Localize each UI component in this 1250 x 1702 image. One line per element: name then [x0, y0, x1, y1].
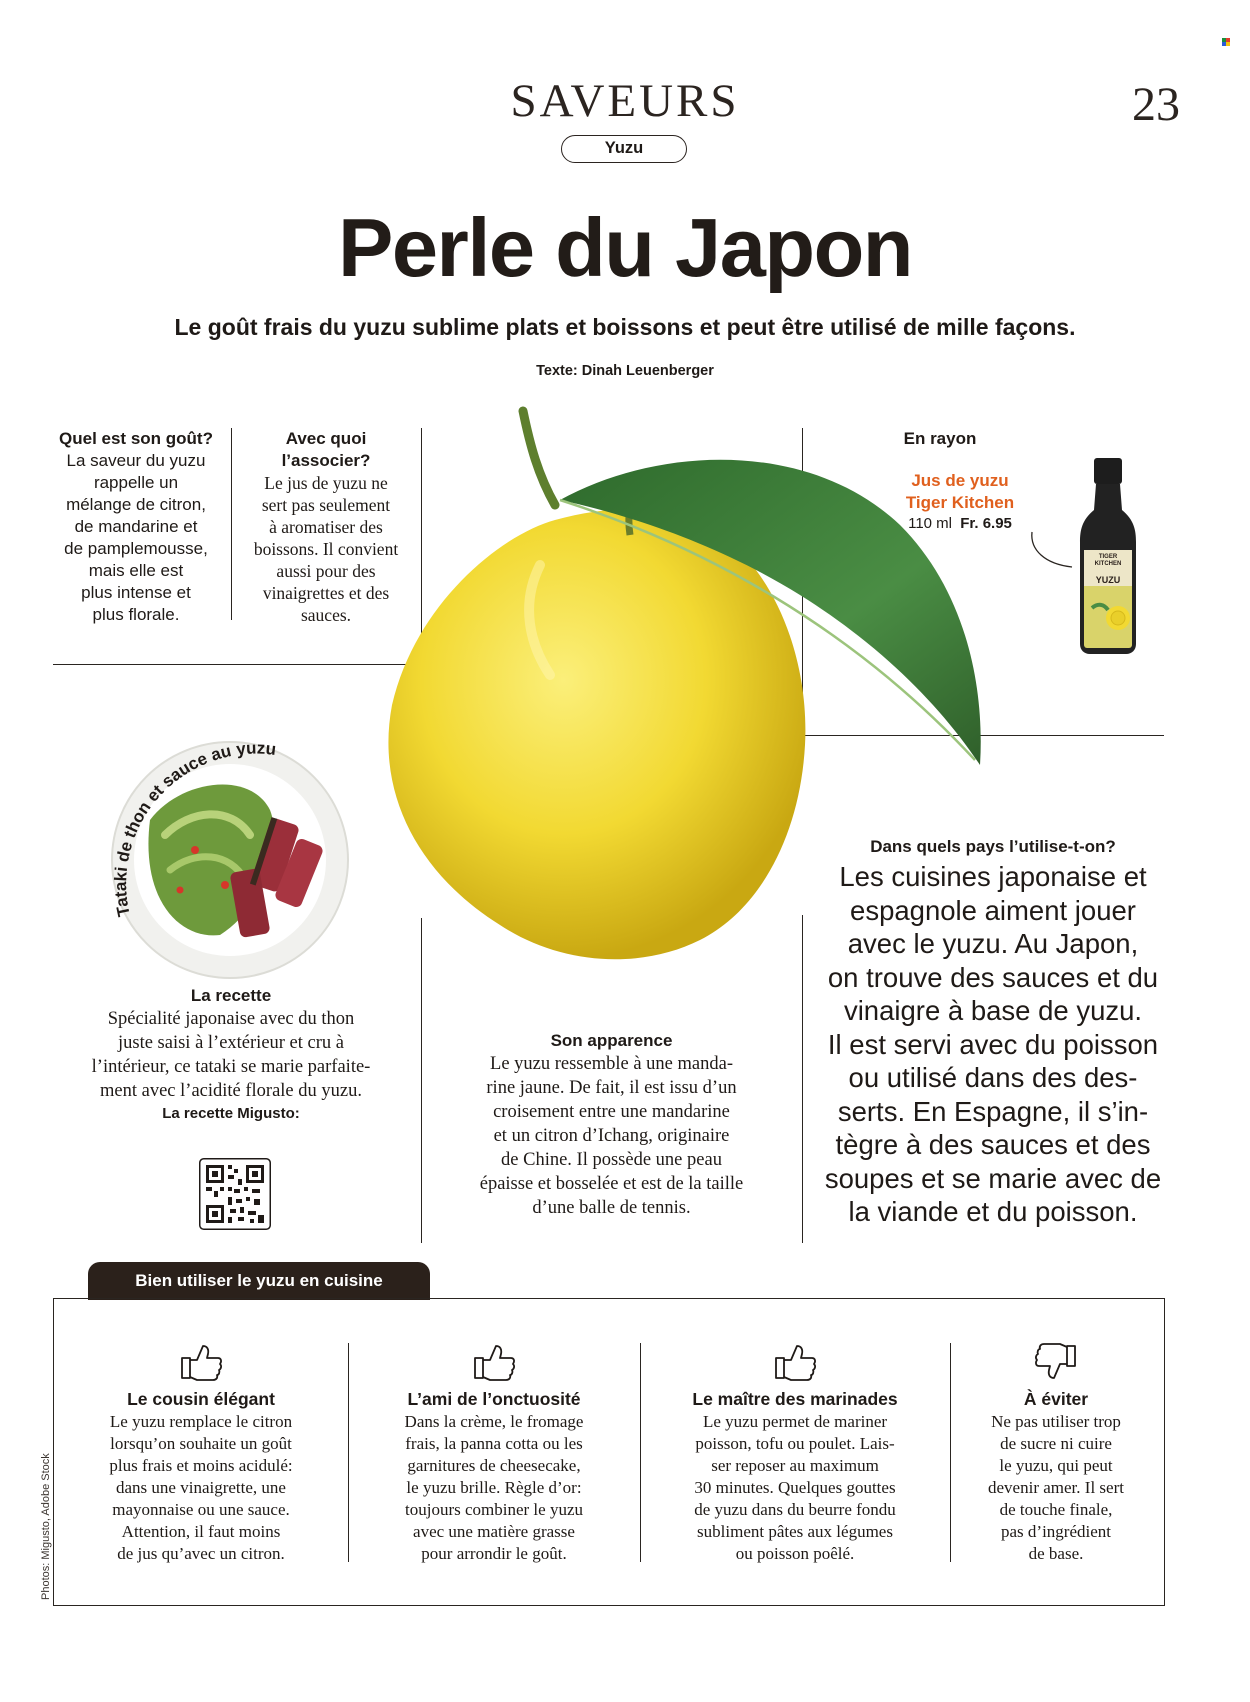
product-price: Fr. 6.95 [960, 515, 1012, 532]
taste-line: plus florale. [92, 605, 180, 624]
tip-line: de touche finale, [999, 1500, 1113, 1519]
pairing-heading: Avec quoi [285, 429, 367, 448]
product-name-line: Tiger Kitchen [905, 493, 1015, 512]
divider [348, 1343, 349, 1562]
countries-heading: Dans quels pays l’utilise-t-on? [870, 837, 1116, 856]
recipe-line: ment avec l’acidité florale du yuzu. [100, 1081, 362, 1101]
tip-card [954, 1340, 1158, 1565]
corner-mark-icon [1222, 33, 1230, 41]
appearance-block [425, 1030, 798, 1220]
tip-line: toujours combiner le yuzu [405, 1500, 583, 1519]
tip-line: Attention, il faut moins [121, 1522, 281, 1541]
taste-line: de mandarine et [74, 517, 198, 536]
tip-card [352, 1340, 636, 1565]
divider [950, 1343, 951, 1562]
section-title: SAVEURS [510, 75, 740, 127]
appearance-line: Le yuzu ressemble à une manda- [490, 1054, 733, 1074]
countries-line: on trouve des sauces et du [827, 961, 1159, 993]
tip-line: mayonnaise ou une sauce. [112, 1500, 290, 1519]
countries-line: avec le yuzu. Au Japon, [847, 928, 1139, 959]
tip-line: lorsqu’on souhaite un goût [110, 1434, 292, 1453]
tip-line: ou poisson poêlé. [735, 1544, 855, 1563]
bottle-label-line: KITCHEN [1094, 561, 1122, 567]
countries-line: Les cuisines japonaise et [839, 861, 1147, 892]
product-name-line: Jus de yuzu [911, 471, 1009, 490]
tip-line: dans une vinaigrette, une [116, 1478, 286, 1497]
tip-line: frais, la panna cotta ou les [405, 1434, 583, 1453]
pairing-line: à aromatiser des [269, 517, 383, 537]
tip-line: pas d’ingrédient [1001, 1522, 1111, 1541]
tip-line: subliment pâtes aux légumes [697, 1522, 893, 1541]
svg-text:Tataki de thon et sauce au yuz [111, 739, 277, 919]
recipe-link-label: La recette Migusto: [162, 1105, 300, 1122]
taste-line: de pamplemousse, [64, 539, 208, 558]
tip-title: L’ami de l’onctuosité [407, 1389, 581, 1409]
appearance-line: d’une balle de tennis. [532, 1198, 691, 1218]
taste-line: plus intense et [81, 583, 191, 602]
divider [231, 428, 232, 620]
tip-line: pour arrondir le goût. [421, 1544, 567, 1563]
tip-title: À éviter [1023, 1389, 1089, 1409]
article-lead: Le goût frais du yuzu sublime plats et boissons et peut être utilisé de mille façons. [174, 314, 1076, 340]
countries-line: espagnole aiment jouer [850, 894, 1136, 926]
tip-line: poisson, tofu ou poulet. Lais- [695, 1434, 895, 1453]
qr-code-icon[interactable] [199, 1158, 271, 1230]
tip-title: Le maître des marinades [692, 1389, 898, 1409]
dish-curved-label [60, 690, 360, 940]
taste-line: La saveur du yuzu [66, 451, 206, 470]
countries-line: tègre à des sauces et des [835, 1129, 1151, 1160]
divider [53, 664, 422, 665]
pairing-line: aussi pour des [276, 561, 376, 581]
byline: Texte: Dinah Leuenberger [536, 363, 714, 379]
tip-line: ser reposer au maximum [711, 1456, 879, 1475]
product-volume: 110 ml [908, 515, 953, 532]
countries-line: soupes et se marie avec de [824, 1162, 1162, 1194]
countries-line: ou utilisé dans des des- [848, 1062, 1138, 1093]
countries-line: la viande et du poisson. [848, 1196, 1138, 1227]
tips-tab [88, 1262, 430, 1300]
bottle-label-line: YUZU [1095, 575, 1121, 585]
tip-line: de base. [1028, 1544, 1084, 1563]
dish-curved-label-text: Tataki de thon et sauce au yuzu [111, 738, 278, 919]
countries-line: Il est servi avec du poisson [827, 1028, 1159, 1060]
tip-line: le yuzu brille. Règle d’or: [406, 1478, 582, 1497]
recipe-block [46, 985, 416, 1125]
product-price-line [880, 514, 1040, 534]
topic-tag [561, 135, 687, 163]
tip-line: avec une matière grasse [413, 1522, 575, 1541]
tip-card [60, 1340, 342, 1565]
appearance-line: rine jaune. De fait, il est issu d’un [486, 1078, 737, 1098]
tips-tab-label: Bien utiliser le yuzu en cuisine [135, 1271, 383, 1290]
appearance-heading: Son apparence [550, 1031, 673, 1050]
thumbs-down-icon [1034, 1340, 1078, 1384]
pairing-line: sert pas seulement [261, 495, 391, 515]
tip-line: Le yuzu remplace le citron [109, 1412, 293, 1431]
appearance-line: croisement entre une mandarine [493, 1102, 730, 1122]
recipe-heading: La recette [190, 986, 272, 1005]
pointer-line [1020, 530, 1080, 570]
tip-line: Ne pas utiliser trop [991, 1412, 1121, 1431]
taste-line: mélange de citron, [66, 495, 206, 514]
pairing-line: Le jus de yuzu ne [264, 473, 388, 493]
divider [640, 1343, 641, 1562]
in-store-heading: En rayon [903, 429, 977, 448]
countries-line: serts. En Espagne, il s’in- [837, 1095, 1149, 1127]
countries-block [806, 836, 1180, 1229]
tip-line: garnitures de cheesecake, [407, 1456, 581, 1475]
countries-line: vinaigre à base de yuzu. [843, 995, 1143, 1026]
photo-credits [36, 1400, 50, 1600]
taste-block [46, 428, 226, 626]
thumbs-up-icon [773, 1340, 817, 1384]
page-number: 23 [1132, 78, 1180, 131]
appearance-line: et un citron d’Ichang, originaire [493, 1126, 730, 1146]
recipe-line: juste saisi à l’extérieur et cru à [117, 1033, 344, 1053]
pairing-line: sauces. [300, 605, 352, 625]
pairing-heading: l’associer? [281, 451, 371, 470]
appearance-line: épaisse et bosselée et est de la taille [479, 1174, 744, 1194]
tip-line: devenir amer. Il sert [988, 1478, 1124, 1497]
bottle-label-line: TIGER [1098, 554, 1118, 560]
tip-line: de yuzu dans du beurre fondu [694, 1500, 896, 1519]
article-title: Perle du Japon [338, 201, 912, 294]
tip-line: de sucre ni cuire [1000, 1434, 1112, 1453]
taste-line: rappelle un [93, 473, 179, 492]
tip-title: Le cousin élégant [127, 1389, 275, 1409]
tip-line: plus frais et moins acidulé: [109, 1456, 293, 1475]
tip-line: de jus qu’avec un citron. [117, 1544, 285, 1563]
taste-line: mais elle est [88, 561, 184, 580]
tip-line: le yuzu, qui peut [999, 1456, 1113, 1475]
thumbs-up-icon [179, 1340, 223, 1384]
tip-line: Le yuzu permet de mariner [702, 1412, 888, 1431]
taste-heading: Quel est son goût? [59, 429, 213, 448]
tip-line: 30 minutes. Quelques gouttes [694, 1478, 896, 1497]
thumbs-up-icon [472, 1340, 516, 1384]
photo-credits-text: Photos: Migusto, Adobe Stock [40, 1453, 52, 1600]
topic-tag-label: Yuzu [604, 139, 644, 157]
recipe-line: l’intérieur, ce tataki se marie parfaite- [91, 1057, 371, 1077]
recipe-line: Spécialité japonaise avec du thon [107, 1009, 355, 1029]
pairing-line: boissons. Il convient [253, 539, 399, 559]
pairing-line: vinaigrettes et des [262, 583, 390, 603]
bottle-label [1086, 554, 1130, 586]
tip-line: Dans la crème, le fromage [404, 1412, 584, 1431]
appearance-line: de Chine. Il possède une peau [501, 1150, 722, 1170]
tip-card [644, 1340, 946, 1565]
